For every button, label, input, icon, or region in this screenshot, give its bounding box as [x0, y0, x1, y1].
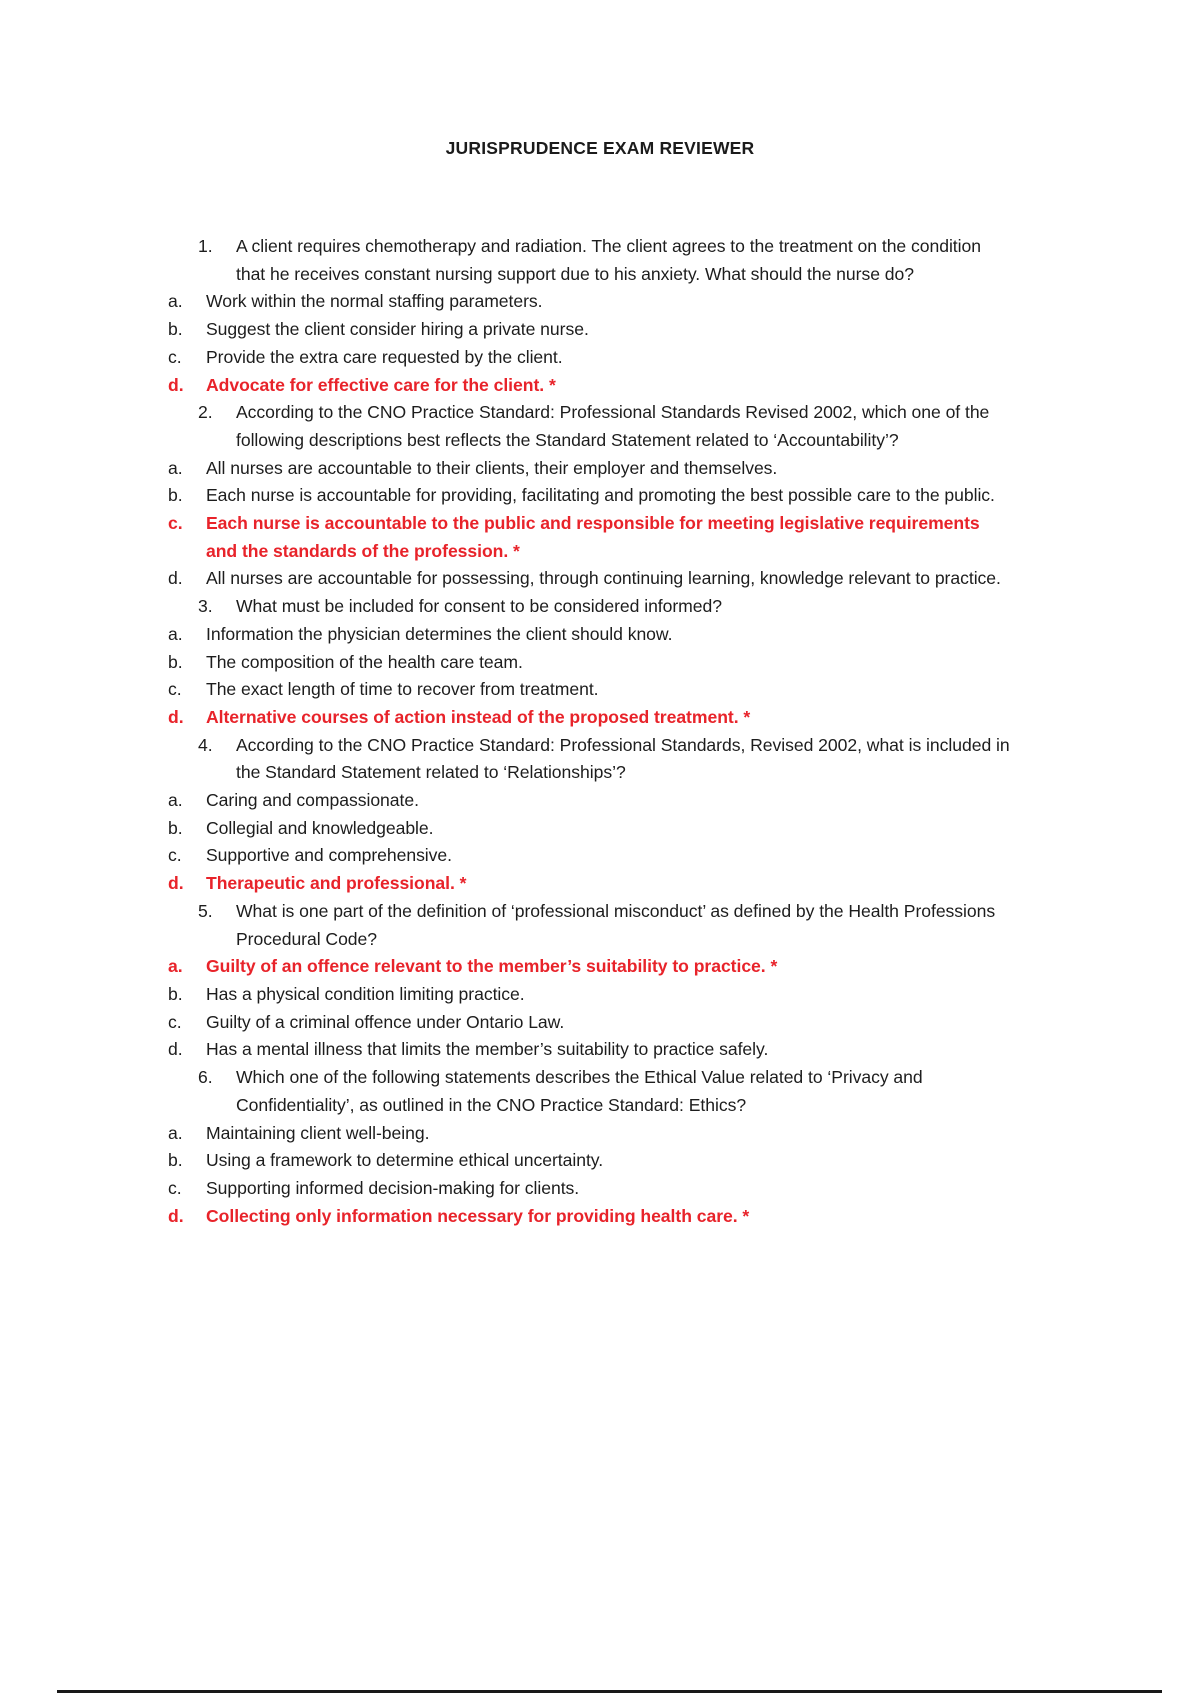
option-item[interactable] — [168, 565, 1013, 593]
option-text: Guilty of a criminal offence under Ontario Law. — [206, 1011, 565, 1032]
option-letter: d. — [168, 1205, 184, 1226]
option-letter: d. — [168, 1039, 183, 1060]
question-item — [168, 399, 1013, 454]
option-letter: b. — [168, 485, 183, 506]
question-text: According to the CNO Practice Standard: Professional Standards Revised 2002, which one of the following descriptions best reflects the Standard Statement related to ‘Accountability’? — [236, 402, 990, 450]
question-item — [168, 593, 1013, 621]
option-text: Suggest the client consider hiring a private nurse. — [206, 319, 589, 340]
question-list — [168, 233, 1013, 1230]
option-letter: b. — [168, 651, 183, 672]
option-letter: a. — [168, 956, 183, 977]
option-text: Provide the extra care requested by the client. — [206, 346, 563, 367]
option-text: Using a framework to determine ethical uncertainty. — [206, 1150, 604, 1171]
option-item-correct[interactable] — [168, 870, 1013, 898]
option-letter: d. — [168, 873, 184, 894]
option-text: Each nurse is accountable for providing, facilitating and promoting the best possible care to the public. — [206, 485, 995, 506]
option-text: Guilty of an offence relevant to the member’s suitability to practice. * — [206, 956, 778, 977]
option-text: Therapeutic and professional. * — [206, 873, 467, 894]
option-letter: a. — [168, 457, 183, 478]
option-item[interactable] — [168, 1175, 1013, 1203]
question-text: According to the CNO Practice Standard: Professional Standards, Revised 2002, what is included in the Standard Statement related to ‘Relationships’? — [236, 734, 1010, 783]
option-text: Supportive and comprehensive. — [206, 845, 452, 866]
question-number: 1. — [198, 236, 213, 256]
option-text: The exact length of time to recover from treatment. — [206, 679, 599, 700]
option-letter: b. — [168, 817, 183, 838]
option-item[interactable] — [168, 621, 1013, 649]
page-bottom-rule — [57, 1690, 1162, 1693]
option-text: Has a mental illness that limits the member’s suitability to practice safely. — [206, 1039, 769, 1060]
option-text: All nurses are accountable to their clients, their employer and themselves. — [206, 457, 778, 478]
option-text: Alternative courses of action instead of the proposed treatment. * — [206, 706, 751, 727]
option-text: All nurses are accountable for possessing, through continuing learning, knowledge relevant to practice. — [206, 568, 1001, 589]
option-item-correct[interactable] — [168, 704, 1013, 732]
question-text: Which one of the following statements describes the Ethical Value related to ‘Privacy and Confidentiality’, as outlined in the CNO Practice Standard: Ethics? — [236, 1067, 923, 1115]
option-letter: a. — [168, 790, 183, 811]
option-item[interactable] — [168, 1009, 1013, 1037]
option-item[interactable] — [168, 288, 1013, 316]
option-text: Has a physical condition limiting practice. — [206, 983, 525, 1004]
option-letter: a. — [168, 1122, 183, 1143]
option-letter: c. — [168, 845, 182, 866]
option-item-correct[interactable] — [168, 510, 1013, 565]
option-letter: c. — [168, 679, 182, 700]
option-item-correct[interactable] — [168, 372, 1013, 400]
option-text: Information the physician determines the client should know. — [206, 623, 673, 644]
option-letter: b. — [168, 1150, 183, 1171]
option-item-correct[interactable] — [168, 1203, 1013, 1231]
option-text: Collecting only information necessary for providing health care. * — [206, 1205, 750, 1226]
option-item[interactable] — [168, 981, 1013, 1009]
option-item[interactable] — [168, 815, 1013, 843]
option-letter: a. — [168, 291, 183, 312]
question-text: What is one part of the definition of ‘professional misconduct’ as defined by the Health Professions Procedural Code? — [236, 900, 996, 949]
option-text: Collegial and knowledgeable. — [206, 817, 434, 838]
question-text: What must be included for consent to be considered informed? — [236, 596, 722, 617]
option-letter: c. — [168, 1011, 182, 1032]
question-number: 2. — [198, 402, 213, 423]
option-text: Each nurse is accountable to the public and responsible for meeting legislative requirements and the standards of the profession. * — [206, 513, 980, 561]
option-item[interactable] — [168, 787, 1013, 815]
option-text: Work within the normal staffing parameters. — [206, 291, 543, 312]
question-text: A client requires chemotherapy and radiation. The client agrees to the treatment on the condition that he receives constant nursing support due to his anxiety. What should the nurse do? — [236, 236, 981, 284]
option-item[interactable] — [168, 1147, 1013, 1175]
option-letter: d. — [168, 706, 184, 727]
question-number: 6. — [198, 1067, 213, 1088]
question-number: 5. — [198, 900, 213, 921]
page-title: JURISPRUDENCE EXAM REVIEWER — [445, 138, 755, 158]
option-letter: c. — [168, 1177, 182, 1198]
option-text: Maintaining client well-being. — [206, 1122, 430, 1143]
option-item[interactable] — [168, 1120, 1013, 1148]
option-text: Caring and compassionate. — [206, 790, 419, 811]
question-number: 3. — [198, 596, 213, 617]
question-item — [168, 233, 1013, 288]
question-item — [168, 898, 1013, 953]
question-item — [168, 1064, 1013, 1119]
option-item[interactable] — [168, 676, 1013, 704]
question-number: 4. — [198, 734, 213, 755]
option-letter: d. — [168, 568, 183, 589]
option-item[interactable] — [168, 455, 1013, 483]
option-letter: b. — [168, 983, 183, 1004]
option-letter: b. — [168, 319, 183, 340]
option-item[interactable] — [168, 482, 1013, 510]
question-item — [168, 732, 1013, 787]
option-letter: c. — [168, 513, 183, 534]
option-letter: d. — [168, 374, 184, 395]
option-text: Supporting informed decision-making for clients. — [206, 1177, 580, 1198]
option-item[interactable] — [168, 1036, 1013, 1064]
option-text: Advocate for effective care for the client. * — [206, 374, 556, 395]
option-text: The composition of the health care team. — [206, 651, 523, 672]
option-item[interactable] — [168, 344, 1013, 372]
option-item[interactable] — [168, 316, 1013, 344]
option-item[interactable] — [168, 649, 1013, 677]
option-item[interactable] — [168, 842, 1013, 870]
option-letter: c. — [168, 346, 182, 367]
option-letter: a. — [168, 623, 183, 644]
option-item-correct[interactable] — [168, 953, 1013, 981]
